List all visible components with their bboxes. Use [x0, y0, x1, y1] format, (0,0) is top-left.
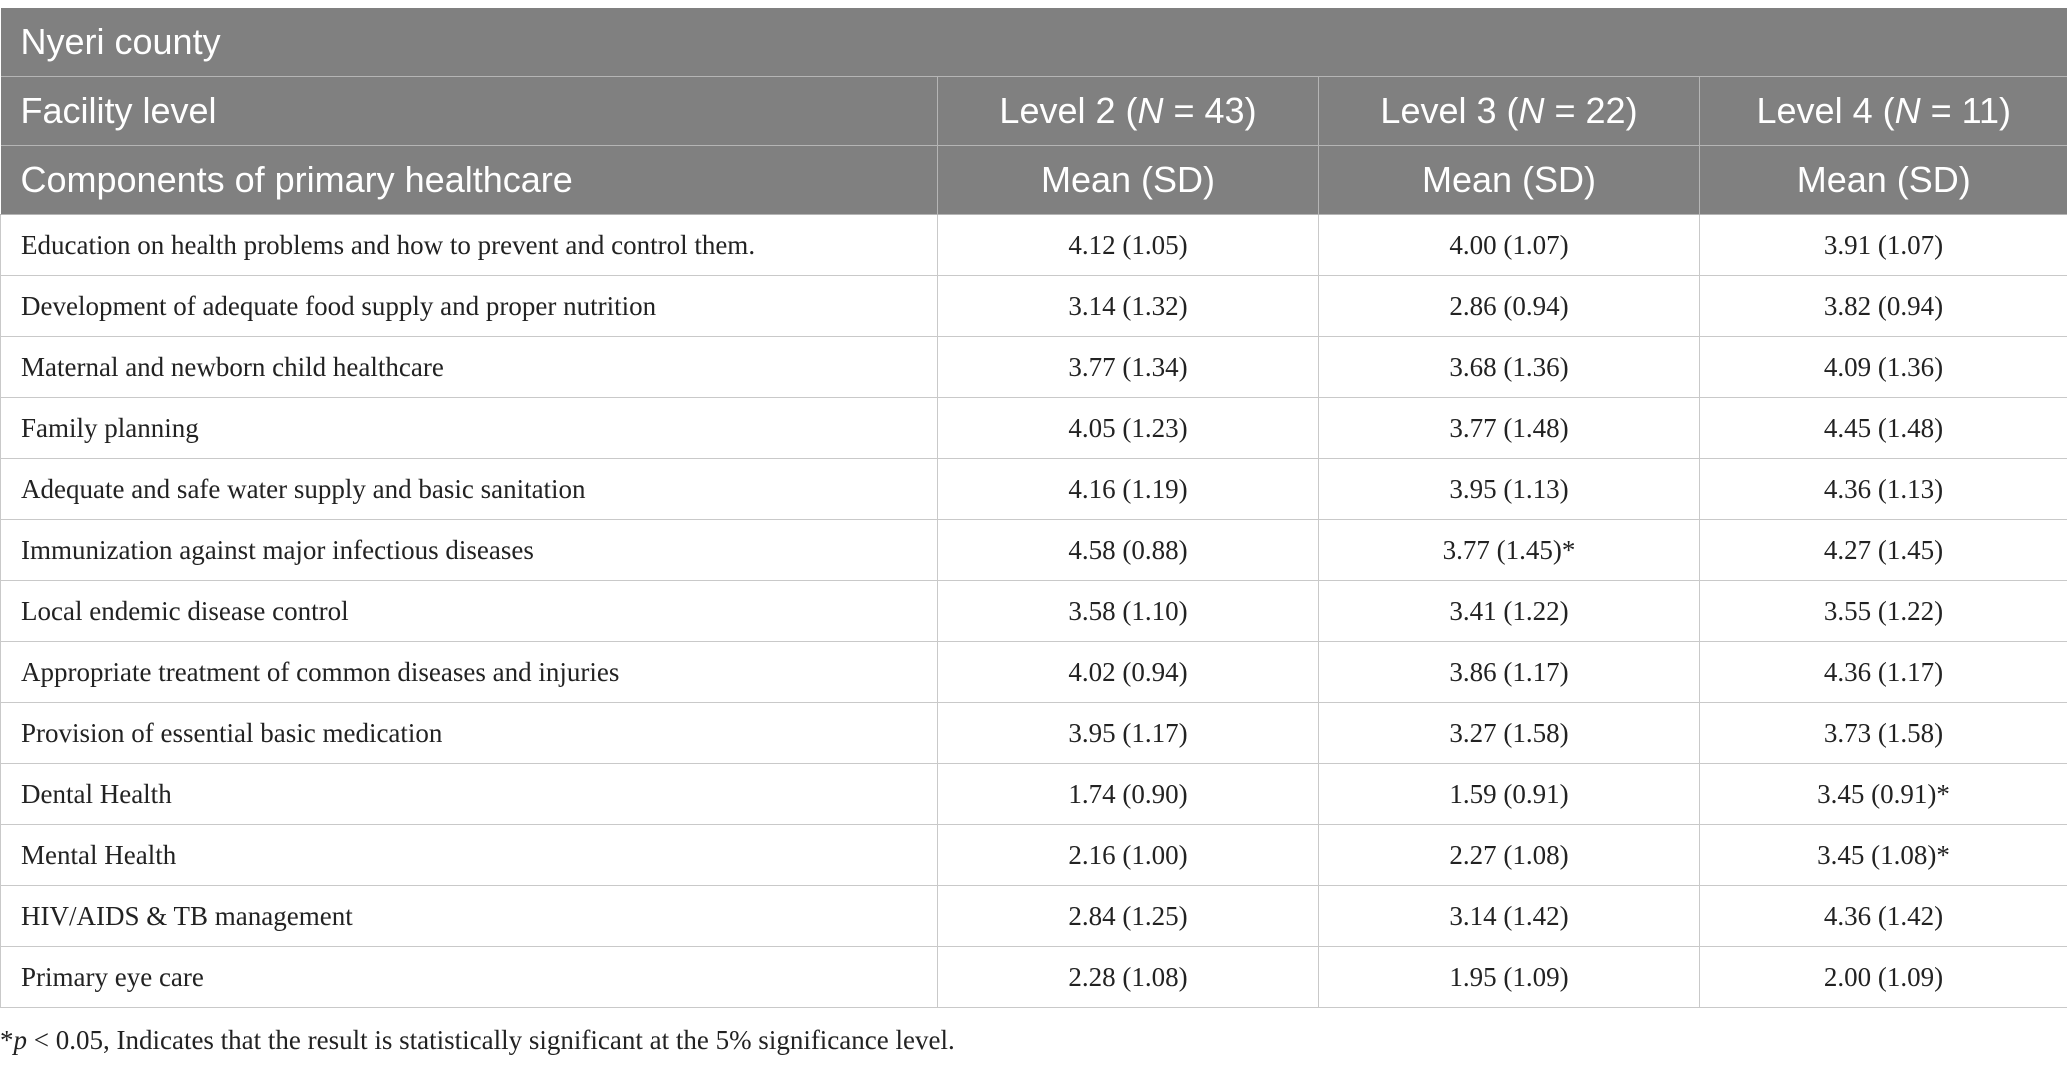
table-row: [1, 825, 2067, 886]
mean-sd-cell: 3.77 (1.48): [1319, 398, 1700, 459]
mean-sd-cell: 1.59 (0.91): [1319, 764, 1700, 825]
table-row: [1, 215, 2067, 276]
mean-sd-cell: 4.16 (1.19): [938, 459, 1319, 520]
mean-sd-cell: 4.36 (1.13): [1700, 459, 2067, 520]
mean-sd-cell: 3.45 (0.91)*: [1700, 764, 2067, 825]
component-cell: Mental Health: [1, 825, 938, 886]
mean-sd-cell: 1.74 (0.90): [938, 764, 1319, 825]
mean-sd-cell: 3.95 (1.13): [1319, 459, 1700, 520]
mean-sd-cell: 3.45 (1.08)*: [1700, 825, 2067, 886]
table-row: [1, 276, 2067, 337]
table-row: [1, 520, 2067, 581]
table-row: [1, 947, 2067, 1008]
mean-sd-cell: 3.86 (1.17): [1319, 642, 1700, 703]
table-title: Nyeri county: [1, 8, 2067, 77]
level-4-header: Level 4 (N = 11): [1700, 77, 2067, 146]
mean-sd-cell: 3.91 (1.07): [1700, 215, 2067, 276]
mean-sd-cell: 3.77 (1.45)*: [1319, 520, 1700, 581]
table-row: [1, 642, 2067, 703]
mean-sd-cell: 4.36 (1.42): [1700, 886, 2067, 947]
mean-sd-cell: 2.28 (1.08): [938, 947, 1319, 1008]
mean-sd-cell: 3.14 (1.32): [938, 276, 1319, 337]
level-2-stat-header: Mean (SD): [938, 146, 1319, 215]
mean-sd-cell: 3.55 (1.22): [1700, 581, 2067, 642]
table-row: [1, 459, 2067, 520]
component-cell: Provision of essential basic medication: [1, 703, 938, 764]
component-cell: Education on health problems and how to prevent and control them.: [1, 215, 938, 276]
mean-sd-cell: 2.16 (1.00): [938, 825, 1319, 886]
level-4-stat-header: Mean (SD): [1700, 146, 2067, 215]
component-cell: Appropriate treatment of common diseases and injuries: [1, 642, 938, 703]
facility-level-row: [1, 77, 2067, 146]
table-body: [1, 215, 2067, 1008]
subheader-row: [1, 146, 2067, 215]
level-2-header: Level 2 (N = 43): [938, 77, 1319, 146]
mean-sd-cell: 3.27 (1.58): [1319, 703, 1700, 764]
mean-sd-cell: 4.05 (1.23): [938, 398, 1319, 459]
mean-sd-cell: 3.73 (1.58): [1700, 703, 2067, 764]
mean-sd-cell: 2.27 (1.08): [1319, 825, 1700, 886]
table-row: [1, 703, 2067, 764]
mean-sd-cell: 4.02 (0.94): [938, 642, 1319, 703]
component-cell: Adequate and safe water supply and basic sanitation: [1, 459, 938, 520]
mean-sd-cell: 4.27 (1.45): [1700, 520, 2067, 581]
table-row: [1, 764, 2067, 825]
table-row: [1, 581, 2067, 642]
mean-sd-cell: 4.45 (1.48): [1700, 398, 2067, 459]
results-table: [0, 8, 2067, 1008]
component-cell: Primary eye care: [1, 947, 938, 1008]
table-title-row: [1, 8, 2067, 77]
mean-sd-cell: 3.77 (1.34): [938, 337, 1319, 398]
mean-sd-cell: 3.14 (1.42): [1319, 886, 1700, 947]
mean-sd-cell: 2.00 (1.09): [1700, 947, 2067, 1008]
mean-sd-cell: 2.86 (0.94): [1319, 276, 1700, 337]
level-3-stat-header: Mean (SD): [1319, 146, 1700, 215]
component-cell: Maternal and newborn child healthcare: [1, 337, 938, 398]
level-3-header: Level 3 (N = 22): [1319, 77, 1700, 146]
component-cell: HIV/AIDS & TB management: [1, 886, 938, 947]
table-row: [1, 337, 2067, 398]
mean-sd-cell: 4.36 (1.17): [1700, 642, 2067, 703]
component-cell: Local endemic disease control: [1, 581, 938, 642]
facility-level-label: Facility level: [1, 77, 938, 146]
mean-sd-cell: 4.12 (1.05): [938, 215, 1319, 276]
mean-sd-cell: 1.95 (1.09): [1319, 947, 1700, 1008]
components-label: Components of primary healthcare: [1, 146, 938, 215]
table-row: [1, 398, 2067, 459]
mean-sd-cell: 3.95 (1.17): [938, 703, 1319, 764]
component-cell: Immunization against major infectious diseases: [1, 520, 938, 581]
mean-sd-cell: 3.82 (0.94): [1700, 276, 2067, 337]
mean-sd-cell: 4.09 (1.36): [1700, 337, 2067, 398]
mean-sd-cell: 4.00 (1.07): [1319, 215, 1700, 276]
component-cell: Dental Health: [1, 764, 938, 825]
footnote: *p < 0.05, Indicates that the result is statistically significant at the 5% significance level.: [0, 1025, 955, 1055]
mean-sd-cell: 3.68 (1.36): [1319, 337, 1700, 398]
table-row: [1, 886, 2067, 947]
component-cell: Development of adequate food supply and proper nutrition: [1, 276, 938, 337]
results-table-container: [0, 8, 2067, 1008]
mean-sd-cell: 4.58 (0.88): [938, 520, 1319, 581]
mean-sd-cell: 3.58 (1.10): [938, 581, 1319, 642]
mean-sd-cell: 2.84 (1.25): [938, 886, 1319, 947]
mean-sd-cell: 3.41 (1.22): [1319, 581, 1700, 642]
component-cell: Family planning: [1, 398, 938, 459]
